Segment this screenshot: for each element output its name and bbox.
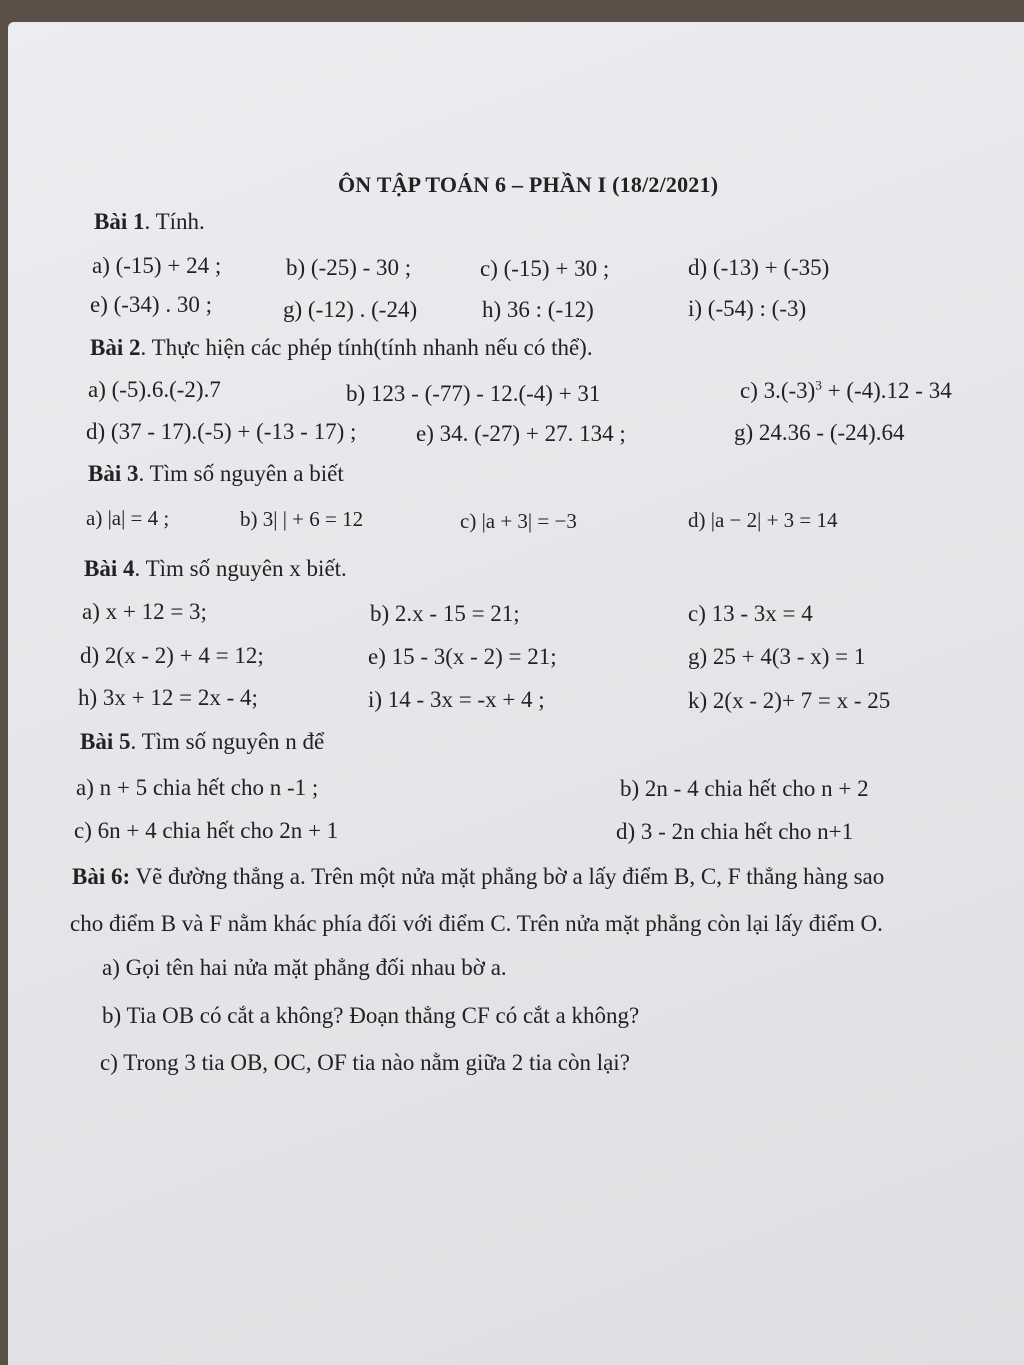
exercise-1-heading: [94, 210, 205, 233]
exercise-1-item: i) (-54) : (-3): [688, 296, 807, 321]
exercise-2-item-c-rest: + (-4).12 - 34: [821, 378, 952, 403]
exercise-3-label: Bài 3: [88, 461, 139, 486]
exercise-4-item: e) 15 - 3(x - 2) = 21;: [368, 644, 557, 669]
exercise-6-text-1: Vẽ đường thẳng a. Trên một nửa mặt phẳng bờ a lấy điểm B, C, F thẳng hàng sao: [130, 864, 885, 889]
exercise-1-item: h) 36 : (-12): [482, 297, 594, 322]
exercise-2-item-e: e) 34. (-27) + 27. 134 ;: [416, 421, 626, 446]
exercise-6-label: Bài 6:: [72, 864, 131, 889]
exercise-5-label: Bài 5: [80, 729, 131, 754]
exercise-1-item: a) (-15) + 24 ;: [92, 253, 222, 278]
exercise-2-item-b: b) 123 - (-77) - 12.(-4) + 31: [346, 381, 601, 406]
exercise-2-item-c-exponent: 3: [815, 377, 822, 393]
exercise-3-item-d: d) |a − 2| + 3 = 14: [688, 508, 838, 532]
exercise-2-item-g: g) 24.36 - (-24).64: [734, 420, 905, 445]
exercise-4-item: d) 2(x - 2) + 4 = 12;: [80, 643, 264, 668]
exercise-5-heading: [80, 730, 324, 753]
exercise-6-line-2: cho điểm B và F nằm khác phía đối với điểm C. Trên nửa mặt phẳng còn lại lấy điểm O.: [70, 911, 883, 936]
exercise-6-line-1: [72, 865, 884, 888]
exercise-2-item-a: a) (-5).6.(-2).7: [88, 377, 221, 402]
exercise-4-item: b) 2.x - 15 = 21;: [370, 601, 520, 626]
exercise-4-heading: [84, 557, 347, 580]
exercise-6-item: b) Tia OB có cắt a không? Đoạn thẳng CF có cắt a không?: [102, 1003, 640, 1028]
exercise-4-item: i) 14 - 3x = -x + 4 ;: [368, 687, 545, 712]
exercise-4-label: Bài 4: [84, 556, 135, 581]
exercise-5-item: c) 6n + 4 chia hết cho 2n + 1: [74, 818, 339, 843]
exercise-3-item-b: b) 3| | + 6 = 12: [240, 507, 364, 531]
worksheet-paper: [8, 22, 1024, 1365]
page-title: ÔN TẬP TOÁN 6 – PHẦN I (18/2/2021): [338, 172, 719, 197]
exercise-4-item: g) 25 + 4(3 - x) = 1: [688, 644, 866, 669]
exercise-1-label: Bài 1: [94, 209, 145, 234]
exercise-3-item-a: a) |a| = 4 ;: [86, 506, 170, 530]
exercise-4-item: a) x + 12 = 3;: [82, 599, 207, 624]
exercise-6-item: c) Trong 3 tia OB, OC, OF tia nào nằm giữa 2 tia còn lại?: [100, 1050, 630, 1075]
exercise-1-item: d) (-13) + (-35): [688, 255, 830, 280]
exercise-2-item-c-base: c) 3.(-3): [740, 378, 816, 403]
exercise-1-item: g) (-12) . (-24): [283, 297, 418, 322]
exercise-4-text: . Tìm số nguyên x biết.: [134, 556, 347, 581]
exercise-2-heading: [90, 336, 593, 359]
exercise-3-text: . Tìm số nguyên a biết: [138, 461, 344, 486]
exercise-4-item: h) 3x + 12 = 2x - 4;: [78, 685, 258, 710]
exercise-3-item-c: c) |a + 3| = −3: [460, 509, 577, 533]
exercise-6-item: a) Gọi tên hai nửa mặt phẳng đối nhau bờ a.: [102, 955, 507, 980]
exercise-5-item: a) n + 5 chia hết cho n -1 ;: [76, 775, 319, 800]
exercise-5-item: b) 2n - 4 chia hết cho n + 2: [620, 776, 869, 801]
exercise-2-label: Bài 2: [90, 335, 141, 360]
exercise-4-item: k) 2(x - 2)+ 7 = x - 25: [688, 688, 891, 713]
exercise-3-heading: [88, 462, 344, 485]
exercise-4-item: c) 13 - 3x = 4: [688, 601, 813, 626]
exercise-1-text: . Tính.: [144, 209, 205, 234]
exercise-5-text: . Tìm số nguyên n để: [130, 729, 325, 754]
exercise-1-item: e) (-34) . 30 ;: [90, 292, 212, 317]
exercise-1-item: b) (-25) - 30 ;: [286, 255, 412, 280]
exercise-2-text: . Thực hiện các phép tính(tính nhanh nếu có thể).: [140, 335, 593, 360]
exercise-5-item: d) 3 - 2n chia hết cho n+1: [616, 819, 854, 844]
exercise-2-item-c: [740, 379, 952, 402]
exercise-2-item-d: d) (37 - 17).(-5) + (-13 - 17) ;: [86, 419, 357, 444]
exercise-1-item: c) (-15) + 30 ;: [480, 256, 610, 281]
